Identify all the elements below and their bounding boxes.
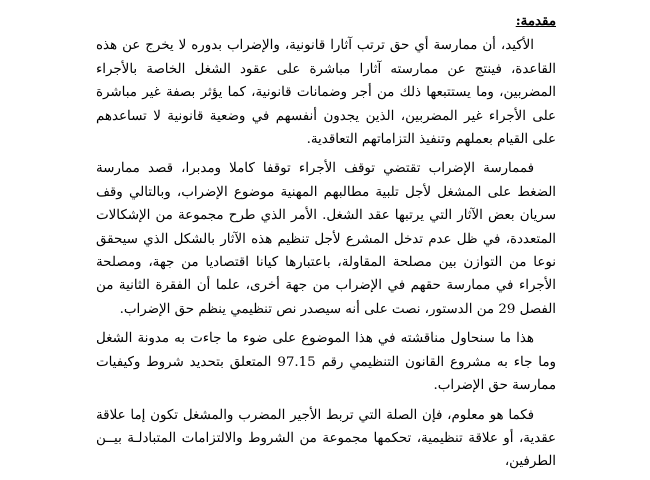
paragraph-2: فممارسة الإضراب تقتضي توقف الأجراء توقفا كاملا ومدبرا، قصد ممارسة الضغط على المشغل لأجل تلبية مطالبهم المهنية موضوع الإضراب، وبالتالي وقف سريان بعض الآثار التي يرتبها عقد الشغل. الأمر الذي طرح مجموعة من الإشكالات المتعددة، في ظل عدم تدخل المشرع لأجل تنظيم هذه الآثار بالشكل الذي سيحقق نوعا من التوازن بين مصلحة المقاولة، باعتبارها كيانا اقتصاديا من جهة، ومصلحة الأجراء في ممارسة حقهم في الإضراب من جهة أخرى، علما أن الفقرة الثانية من الفصل 29 من الدستور، نصت على أنه سيصدر نص تنظيمي ينظم حق الإضراب. xyxy=(96,161,556,317)
document-page xyxy=(96,10,556,480)
paragraph-4: فكما هو معلوم، فإن الصلة التي تربط الأجير المضرب والمشغل تكون إما علاقة عقدية، أو علاقة تنظيمية، تحكمها مجموعة من الشروط والالتزامات المتبادلـة بيــن الطرفين، xyxy=(96,407,556,470)
section-heading: مقدمة: xyxy=(515,13,556,29)
paragraph-1: الأكيد، أن ممارسة أي حق ترتب آثارا قانونية، والإضراب بدوره لا يخرج عن هذه القاعدة، فينتج عن ممارسته آثارا مباشرة على عقود الشغل الخاصة بالأجراء المضربين، وما يستتبعها ذلك من أجر وضمانات قانونية، كما يؤثر بصفة غير مباشرة على الأجراء غير المضربين، الذين يجدون أنفسهم في وضعية قانونية لا تساعدهم على القيام بعملهم وتنفيذ التزاماتهم التعاقدية. xyxy=(96,38,556,148)
paragraph-3: هذا ما سنحاول مناقشته في هذا الموضوع على ضوء ما جاءت به مدونة الشغل وما جاء به مشروع القانون التنظيمي رقم 97.15 المتعلق بتحديد شروط وكيفيات ممارسة حق الإضراب. xyxy=(96,331,556,394)
